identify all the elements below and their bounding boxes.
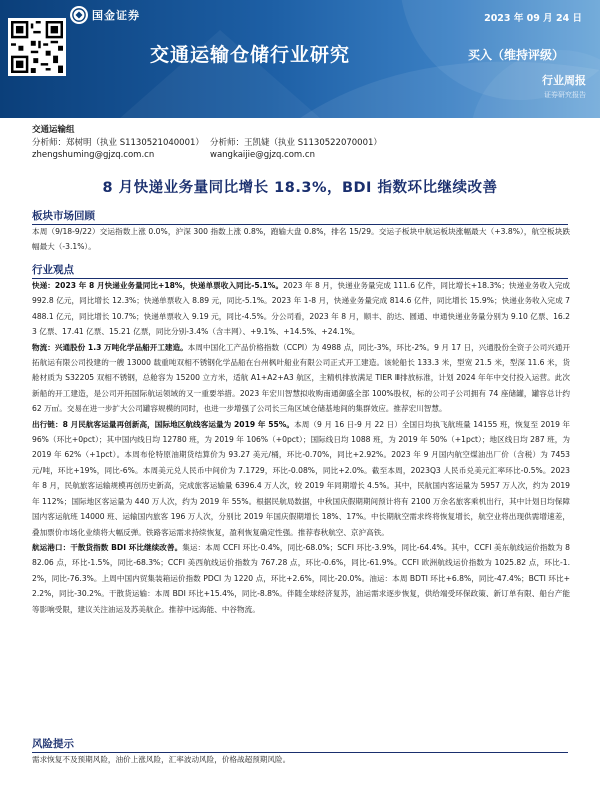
analyst-row xyxy=(32,137,572,162)
report-subtitle: 证券研究报告 xyxy=(544,91,586,99)
travel-lead: 出行链：8 月民航客运量再创新高，国际地区航线客运量为 2019 年 55%。 xyxy=(32,419,295,429)
travel-paragraph xyxy=(32,417,570,540)
express-paragraph xyxy=(32,278,570,340)
analyst-1 xyxy=(32,137,210,162)
section-title-views: 行业观点 xyxy=(32,262,568,279)
section-title-risk: 风险提示 xyxy=(32,736,568,753)
shipping-paragraph xyxy=(32,540,570,617)
analyst-2-email[interactable]: wangkaijie@gjzq.com.cn xyxy=(210,150,315,160)
report-headline: 8 月快递业务量同比增长 18.3%，BDI 指数环比继续改善 xyxy=(102,180,498,196)
report-title: 交通运输仓储行业研究 xyxy=(150,44,351,66)
analyst-block xyxy=(32,124,572,162)
market-review-text: 本周（9/18-9/22）交运指数上涨 0.0%，沪深 300 指数上涨 0.8%，跑输大盘 0.8%，排名 15/29。交运子板块中航运板块涨幅最大（+3.8%），航空板块跌幅最大（-3.1%）。 xyxy=(32,227,570,252)
brand-logo-icon xyxy=(70,6,88,24)
analyst-1-email[interactable]: zhengshuming@gjzq.com.cn xyxy=(32,150,155,160)
brand-name: 国金证券 xyxy=(92,9,140,22)
brand-logo xyxy=(70,6,140,24)
industry-group: 交通运输组 xyxy=(32,125,75,135)
analyst-1-name: 分析师：郑树明（执业 S1130521040001） xyxy=(32,137,204,148)
analyst-2-name: 分析师：王凯婕（执业 S1130522070001） xyxy=(210,137,382,148)
travel-body: 本周（9 月 16 日-9 月 22 日）全国日均执飞航班量 14155 班，恢复至 2019 年 96%（环比+0pct）；其中国内线日均 12780 班，为 2019 年 106%（+0pct）；国际线日均 1088 班，为 2019 年 50%（+1pct）；地区线日均 287 班，为 2019 年 62%（+1pct）。本周布伦特原油期货结算价为 93.27 美元/桶，环比-0.70%，同比+2.92%。2023 年 9 月国内航空煤油出厂价（含税）为 7453 元/吨，环比+19%，同比-6%。本周美元兑人民币中间价为 7.1729，环比-0.08%，同比+2.0%。截至本周，2023Q3 人民币兑美元汇率环比-0.5%。2023 年 8 月，民航旅客运输规模再创历史新高，完成旅客运输量 6396.4 万人次，较 2019 年同期增长 4.5%。其中，民航国内客运量为 5957 万人次，约为 2019 年 112%；国际地区客运量为 440 万人次，约为 2019 年 55%。根据民航局数据，中秋国庆假期期间预计将有 2100 万余名旅客乘机出行，其中计划日均保障国内客运航班 14000 班、运输国内旅客 196 万人次，分别比 2019 年国庆假期增长 18%、17%。中长期航空需求终将恢复增长，航空业将出现供需增速差，叠加票价市场化业绩将大幅反弹。铁路客运需求持续恢复，盈利恢复确定性强。推荐春秋航空、京沪高铁。 xyxy=(32,419,570,537)
analyst-2 xyxy=(210,137,410,162)
risk-text: 需求恢复不及预期风险，油价上涨风险，汇率波动风险，价格战超预期风险。 xyxy=(32,755,291,764)
rating-badge: 买入（维持评级） xyxy=(468,48,565,62)
report-type: 行业周报 xyxy=(542,74,586,87)
header-banner xyxy=(0,0,600,118)
shipping-lead: 航运港口：干散货指数 BDI 环比继续改善。 xyxy=(32,542,183,552)
express-lead: 快递：2023 年 8 月快递业务量同比+18%，快递单票收入同比-5.1%。 xyxy=(32,281,284,290)
section-title-market: 板块市场回顾 xyxy=(32,208,568,225)
qr-code-icon xyxy=(8,18,66,76)
views-paragraphs xyxy=(32,278,570,617)
logistics-lead: 物流：兴通股份 1.3 万吨化学品船开工建造。 xyxy=(32,342,188,352)
logistics-paragraph xyxy=(32,340,570,417)
logistics-body: 本周中国化工产品价格指数（CCPI）为 4988 点，同比-3%，环比-2%。9 月 17 日，兴通股份全资子公司兴通开拓航运有限公司投建的一艘 13000 载重吨双相不锈钢化学品船在台州枫叶船业有限公司正式开工建造。该轮船长 133.3 米，型宽 21.5 米，型深 11.6 米，货舱材质为 S32205 双相不锈钢，总舱容为 15200 立方米，适航 A1+A2+A3 航区，主精机排放满足 TIER Ⅲ排放标准，计划 2024 年年中交付投入运营。此次新船的开工建造，是公司开拓国际航运领域的又一重要举措。2023 年宏川智慧拟收购南通御盛全部 100%股权，标的公司子公司拥有 74 座储罐，罐容总计约 62 万㎡。交易在进一步扩大公司罐容规模的同时，也进一步增强了公司长三角区域仓储基地间的集群效应。推荐宏川智慧。 xyxy=(32,342,570,414)
express-body: 2023 年 8 月，快递业务量完成 111.6 亿件，同比增长+18.3%；快递业务收入完成 992.8 亿元，同比增长 12.3%；快递单票收入 8.89 元，同比-5.1%。2023 年 1-8 月，快递业务量完成 814.6 亿件，同比增长 15.9%；快递业务收入完成 7488.1 亿元，同比增长 10.7%；快递单票收入 9.19 元，同比-4.5%。分公司看，2023 年 8 月，顺丰、韵达、圆通、申通快递业务量分别为 9.10 亿票、16.23 亿票、17.41 亿票、15.21 亿票，同比分别-3.4%（含丰网）、+9.1%、+14.5%、+24.1%。 xyxy=(32,281,570,337)
report-date: 2023 年 09 月 24 日 xyxy=(484,13,582,24)
shipping-body: 集运：本周 CCFI 环比-0.4%，同比-68.0%；SCFI 环比-3.9%，同比-64.4%。其中，CCFI 美东航线运价指数为 882.06 点，环比-1.5%，同比-68.3%；CCFI 美西航线运价指数为 767.28 点，环比-0.6%，同比-61.9%。CCFI 欧洲航线运价指数为 1025.82 点，环比-1.2%，同比-76.3%。上周中国内贸集装箱运价指数 PDCI 为 1220 点，环比+2.6%，同比-20.0%。油运：本周 BDTI 环比+6.8%，同比-47.4%；BCTI 环比+2.2%，同比-30.2%。干散货运输：本周 BDI 环比+15.4%，同比-8.8%。伴随全球经济复苏，油运需求逐步恢复，供给端受环保政策、新订单有限、船台产能等影响受限，建议关注油运及苏美航企。推荐中远海能、中谷物流。 xyxy=(32,542,571,614)
